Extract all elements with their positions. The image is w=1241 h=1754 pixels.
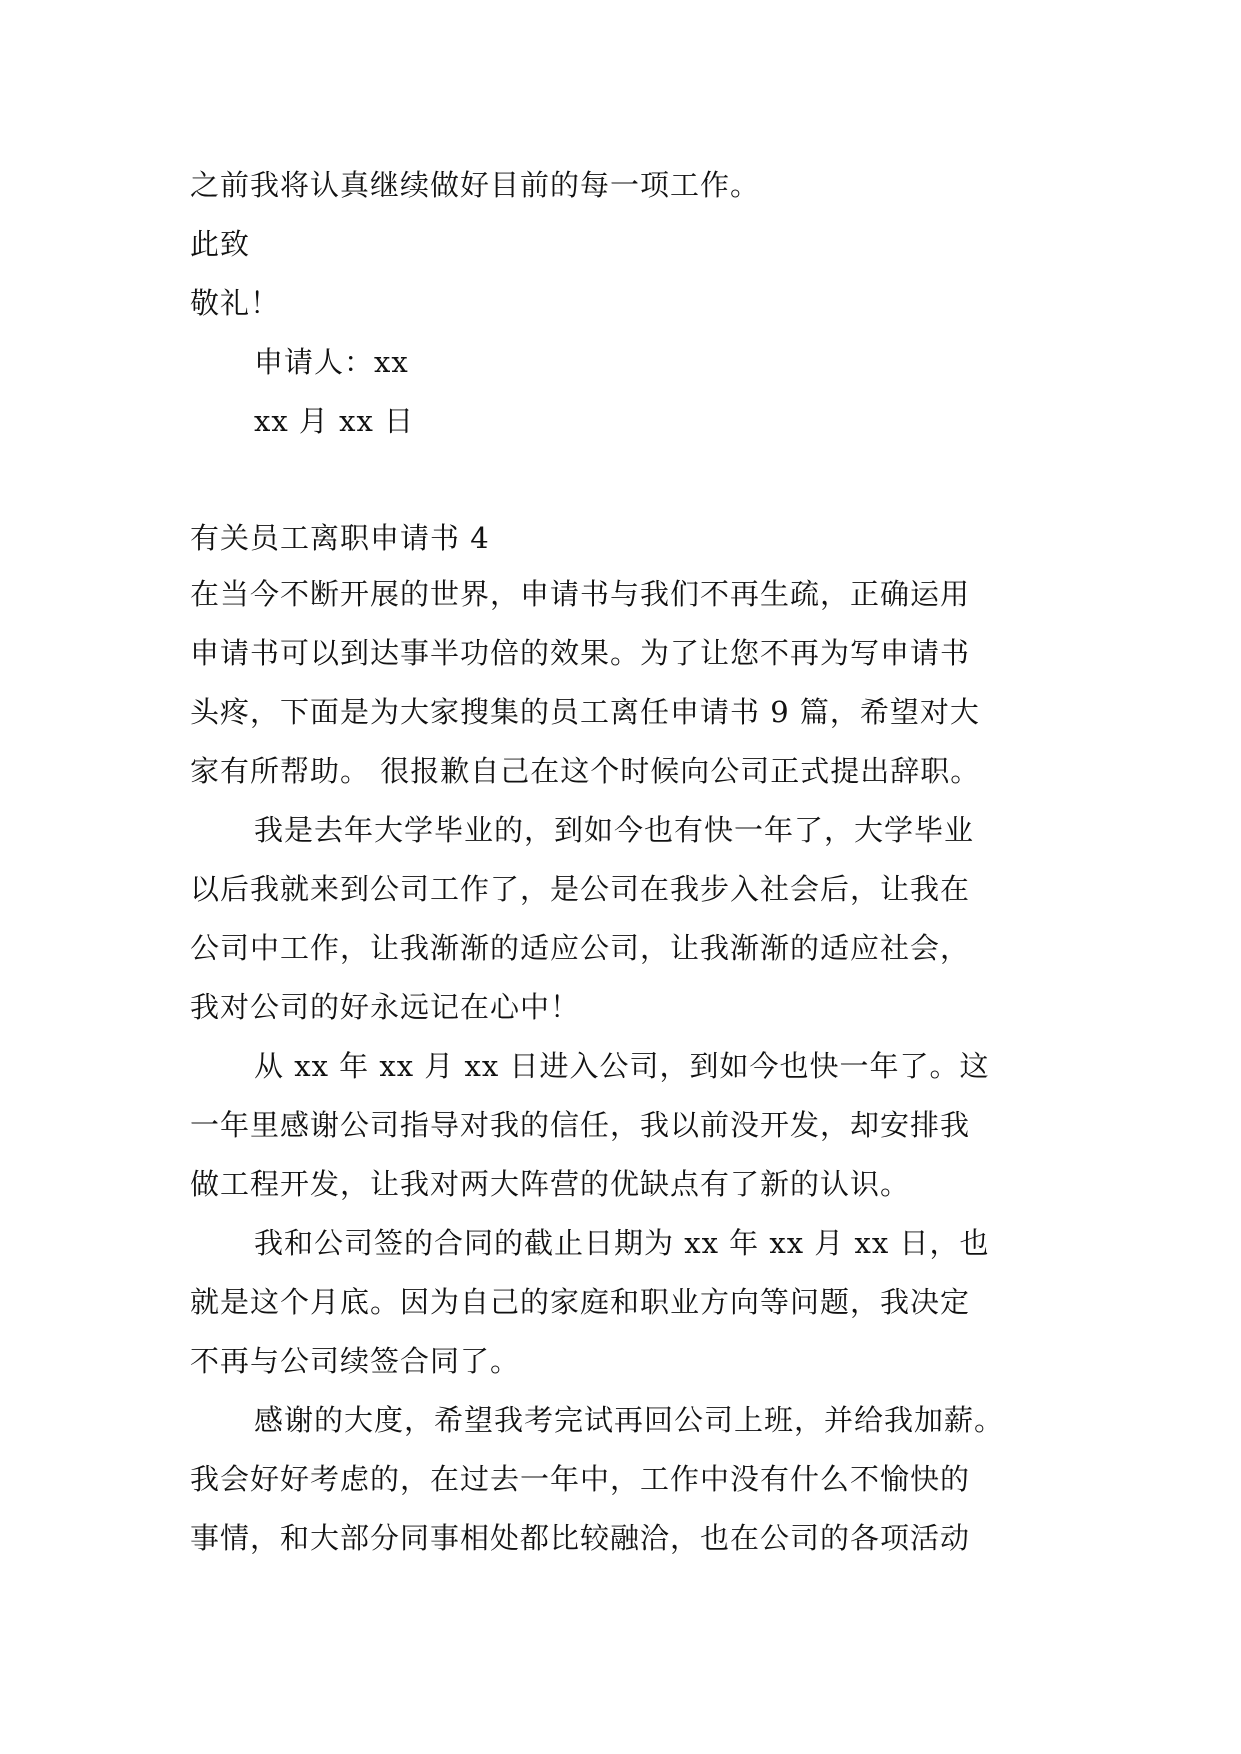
body-text-line: 我会好好考虑的，在过去一年中，工作中没有什么不愉快的 bbox=[190, 1462, 971, 1496]
body-text-line: 做工程开发，让我对两大阵营的优缺点有了新的认识。 bbox=[190, 1167, 911, 1201]
paragraph-start-line: 从 xx 年 xx 月 xx 日进入公司，到如今也快一年了。这 bbox=[254, 1049, 990, 1083]
body-text-line: 公司中工作，让我渐渐的适应公司，让我渐渐的适应社会， bbox=[190, 931, 971, 965]
closing-regards: 敬礼！ bbox=[190, 286, 281, 320]
body-text-line: 我对公司的好永远记在心中！ bbox=[190, 990, 581, 1024]
signature-date: xx 月 xx 日 bbox=[254, 404, 415, 438]
closing-salutation: 此致 bbox=[190, 227, 251, 261]
body-text-line: 一年里感谢公司指导对我的信任，我以前没开发，却安排我 bbox=[190, 1108, 971, 1142]
body-text-line: 就是这个月底。因为自己的家庭和职业方向等问题，我决定 bbox=[190, 1285, 971, 1319]
body-text-line: 家有所帮助。 很报歉自己在这个时候向公司正式提出辞职。 bbox=[190, 754, 981, 788]
paragraph-start-line: 我和公司签的合同的截止日期为 xx 年 xx 月 xx 日，也 bbox=[254, 1226, 990, 1260]
body-text-line: 在当今不断开展的世界，申请书与我们不再生疏，正确运用 bbox=[190, 577, 971, 611]
section-title: 有关员工离职申请书 4 bbox=[190, 521, 490, 555]
body-text-line: 之前我将认真继续做好目前的每一项工作。 bbox=[190, 168, 761, 202]
paragraph-start-line: 感谢的大度，希望我考完试再回公司上班，并给我加薪。 bbox=[254, 1403, 1005, 1437]
body-text-line: 申请书可以到达事半功倍的效果。为了让您不再为写申请书 bbox=[190, 636, 971, 670]
applicant-signature: 申请人：xx bbox=[254, 345, 409, 379]
body-text-line: 头疼，下面是为大家搜集的员工离任申请书 9 篇，希望对大 bbox=[190, 695, 980, 729]
paragraph-start-line: 我是去年大学毕业的，到如今也有快一年了，大学毕业 bbox=[254, 813, 975, 847]
body-text-line: 不再与公司续签合同了。 bbox=[190, 1344, 521, 1378]
body-text-line: 以后我就来到公司工作了，是公司在我步入社会后，让我在 bbox=[190, 872, 971, 906]
body-text-line: 事情，和大部分同事相处都比较融洽，也在公司的各项活动 bbox=[190, 1521, 971, 1555]
